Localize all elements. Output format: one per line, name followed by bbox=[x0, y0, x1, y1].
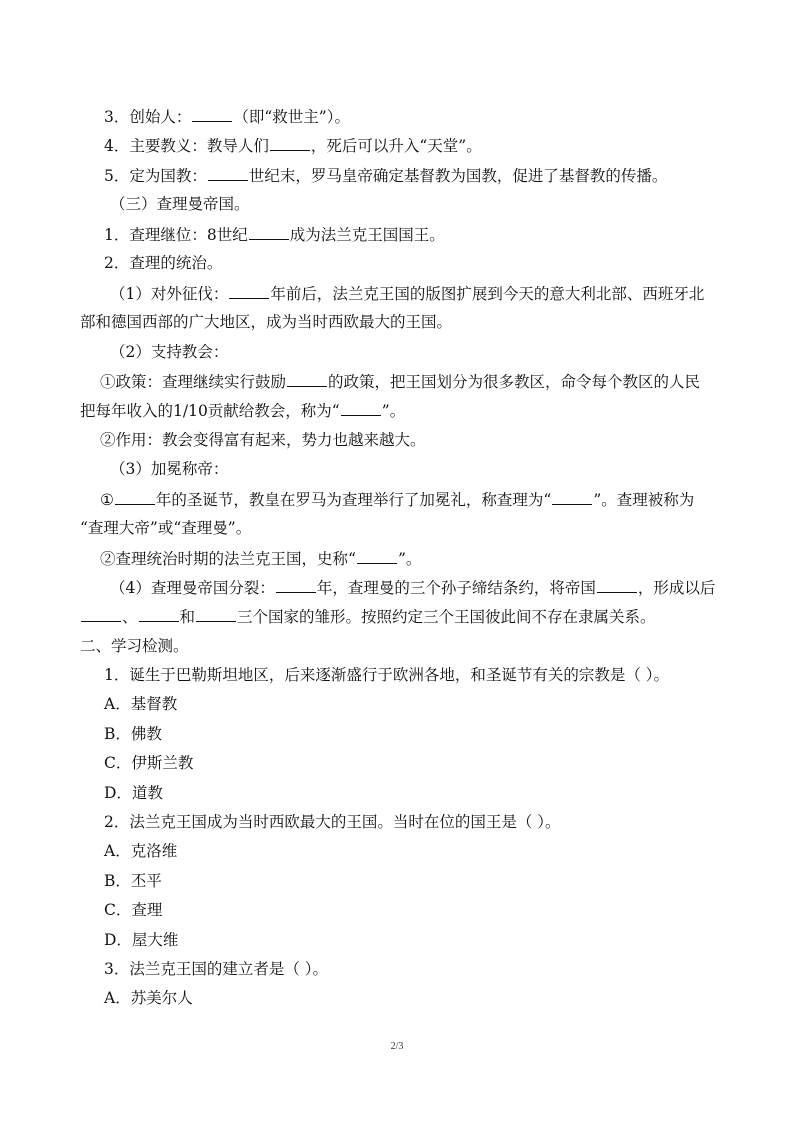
answer-option[interactable]: C．伊斯兰教 bbox=[104, 754, 194, 772]
section-item-rule: 2．查理的统治。 bbox=[104, 254, 223, 272]
fill-blank[interactable] bbox=[270, 135, 310, 151]
text: ②查理统治时期的法兰克王国，史称“ bbox=[100, 550, 356, 568]
question-3: 3．法兰克王国的建立者是（ ）。 bbox=[104, 960, 329, 978]
text: ，死后可以升入“天堂”。 bbox=[310, 137, 482, 155]
section-heading-charlemagne-empire: （三）查理曼帝国。 bbox=[110, 195, 250, 213]
fill-blank[interactable] bbox=[341, 400, 381, 416]
question-2: 2．法兰克王国成为当时西欧最大的王国。当时在位的国王是（ ）。 bbox=[104, 813, 561, 831]
fill-blank[interactable] bbox=[192, 106, 232, 122]
text-continuation: 部和德国西部的广大地区，成为当时西欧最大的王国。 bbox=[80, 313, 453, 331]
text: 成为法兰克王国国王。 bbox=[289, 226, 445, 244]
fill-blank[interactable] bbox=[229, 283, 269, 299]
text: 年的圣诞节，教皇在罗马为查理举行了加冕礼，称查理为“ bbox=[155, 491, 552, 509]
text: ”。查理被称为 bbox=[593, 491, 695, 509]
text: 世纪末，罗马皇帝确定基督教为国教，促进了基督教的传播。 bbox=[248, 167, 668, 185]
fill-blank[interactable] bbox=[357, 548, 397, 564]
answer-option[interactable]: B．佛教 bbox=[104, 725, 162, 743]
section-item-support-church: （2）支持教会： bbox=[110, 343, 229, 361]
text: 1．查理继位：8世纪 bbox=[104, 226, 248, 244]
text: 三个国家的雏形。按照约定三个王国彼此间不存在隶属关系。 bbox=[237, 608, 656, 626]
section-item-state-religion bbox=[104, 165, 667, 186]
section-item-empire-split bbox=[110, 577, 715, 598]
text: （即“救世主”）。 bbox=[233, 108, 350, 126]
answer-option[interactable]: A．基督教 bbox=[104, 695, 178, 713]
fill-blank[interactable] bbox=[196, 606, 236, 622]
text: （1）对外征伐： bbox=[110, 285, 229, 303]
section-item-historical-name bbox=[100, 548, 421, 569]
fill-blank[interactable] bbox=[276, 577, 316, 593]
text: 、 bbox=[122, 608, 138, 626]
text: ”。 bbox=[381, 402, 406, 420]
text: ① bbox=[100, 491, 114, 509]
answer-option[interactable]: D．道教 bbox=[104, 784, 163, 802]
text: 年，查理曼的三个孙子缔结条约，将帝国 bbox=[316, 579, 596, 597]
answer-option[interactable]: C．查理 bbox=[104, 901, 163, 919]
text: 5．定为国教： bbox=[104, 167, 207, 185]
fill-blank[interactable] bbox=[597, 577, 637, 593]
answer-option[interactable]: A．克洛维 bbox=[104, 842, 178, 860]
section-item-christmas-coronation bbox=[100, 489, 694, 510]
section-item-founder bbox=[104, 106, 350, 127]
fill-blank[interactable] bbox=[287, 371, 327, 387]
text: 和 bbox=[179, 608, 196, 626]
text: 4．主要教义：教导人们 bbox=[104, 137, 269, 155]
section-item-doctrine bbox=[104, 135, 482, 156]
section-item-coronation: （3）加冕称帝： bbox=[110, 460, 229, 478]
text-continuation: “查理大帝”或“查理曼”。 bbox=[80, 519, 252, 537]
fill-blank[interactable] bbox=[139, 606, 179, 622]
text: 年前后，法兰克王国的版图扩展到今天的意大利北部、西班牙北 bbox=[270, 285, 705, 303]
answer-option[interactable]: A．苏美尔人 bbox=[104, 989, 193, 1007]
text: ，形成以后 bbox=[637, 579, 716, 597]
question-1: 1．诞生于巴勒斯坦地区，后来逐渐盛行于欧洲各地，和圣诞节有关的宗教是（ ）。 bbox=[104, 666, 670, 684]
text: ①政策：查理继续实行鼓励 bbox=[100, 373, 287, 391]
page-number: 2/3 bbox=[390, 1041, 404, 1052]
text-continuation bbox=[80, 400, 405, 421]
text-continuation bbox=[80, 606, 656, 627]
fill-blank[interactable] bbox=[115, 489, 155, 505]
section-item-conquest bbox=[110, 283, 704, 304]
answer-option[interactable]: B．丕平 bbox=[104, 872, 162, 890]
text: （4）查理曼帝国分裂： bbox=[110, 579, 275, 597]
text: 3．创始人： bbox=[104, 108, 192, 126]
fill-blank[interactable] bbox=[249, 224, 289, 240]
section-item-policy bbox=[100, 371, 700, 392]
section-item-effect: ②作用：教会变得富有起来，势力也越来越大。 bbox=[100, 431, 426, 449]
fill-blank[interactable] bbox=[208, 165, 248, 181]
text: 的政策，把王国划分为很多教区，命令每个教区的人民 bbox=[328, 373, 701, 391]
answer-option[interactable]: D．屋大维 bbox=[104, 931, 179, 949]
text: ”。 bbox=[397, 550, 422, 568]
section-item-succession bbox=[104, 224, 445, 245]
fill-blank[interactable] bbox=[81, 606, 121, 622]
fill-blank[interactable] bbox=[552, 489, 592, 505]
text: 把每年收入的1/10贡献给教会，称为“ bbox=[80, 402, 340, 420]
section-heading-self-check: 二、学习检测。 bbox=[80, 637, 189, 655]
